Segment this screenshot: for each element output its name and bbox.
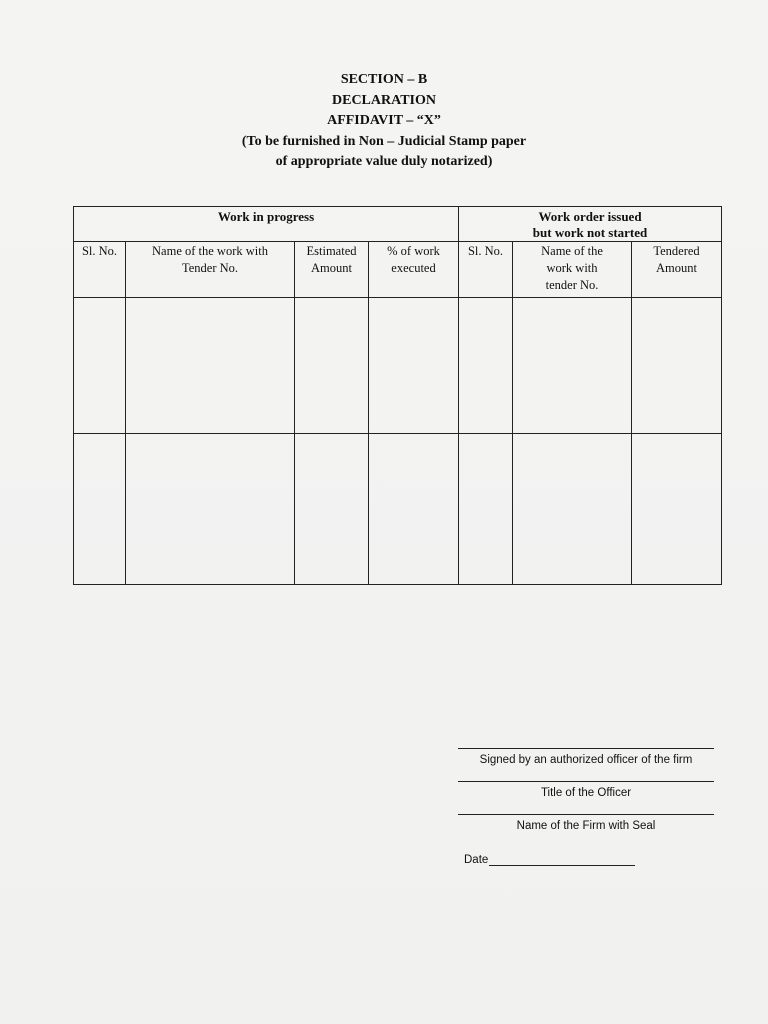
col-percent-executed: % of work executed bbox=[369, 242, 459, 298]
works-table bbox=[73, 206, 722, 585]
table-cell bbox=[126, 298, 295, 434]
firm-seal-line bbox=[458, 814, 714, 847]
declaration-title: DECLARATION bbox=[332, 92, 436, 108]
col-work-name-right: Name of the work with tender No. bbox=[513, 242, 632, 298]
table-cell bbox=[369, 298, 459, 434]
table-cell bbox=[632, 298, 722, 434]
section-title: SECTION – B bbox=[340, 72, 428, 87]
stamp-paper-note-line1: (To be furnished in Non – Judicial Stamp paper bbox=[241, 133, 527, 149]
table-cell bbox=[459, 434, 513, 585]
date-label: Date bbox=[464, 854, 489, 866]
table-row bbox=[74, 298, 722, 434]
work-order-not-started-header: Work order issued but work not started bbox=[459, 207, 722, 242]
table-cell bbox=[632, 434, 722, 585]
affidavit-title: AFFIDAVIT – “X” bbox=[327, 113, 441, 128]
authorized-signature-line bbox=[458, 748, 714, 781]
authorized-signature-label: Signed by an authorized officer of the firm bbox=[479, 754, 693, 766]
col-work-name-left: Name of the work with Tender No. bbox=[126, 242, 295, 298]
date-blank-line bbox=[489, 852, 635, 866]
officer-title-label: Title of the Officer bbox=[540, 787, 632, 799]
table-cell bbox=[513, 298, 632, 434]
table-row bbox=[74, 434, 722, 585]
col-estimated-amount: Estimated Amount bbox=[295, 242, 369, 298]
table-cell bbox=[369, 434, 459, 585]
signature-block bbox=[458, 748, 714, 847]
col-sl-no-left: Sl. No. bbox=[74, 242, 126, 298]
table-cell bbox=[74, 434, 126, 585]
col-tendered-amount: Tendered Amount bbox=[632, 242, 722, 298]
table-cell bbox=[295, 298, 369, 434]
table-cell bbox=[513, 434, 632, 585]
work-in-progress-header: Work in progress bbox=[74, 207, 459, 242]
table-cell bbox=[295, 434, 369, 585]
table-cell bbox=[74, 298, 126, 434]
firm-seal-label: Name of the Firm with Seal bbox=[516, 820, 656, 832]
table-cell bbox=[126, 434, 295, 585]
date-field bbox=[464, 852, 635, 866]
officer-title-line bbox=[458, 781, 714, 814]
document-heading bbox=[0, 70, 768, 173]
table-cell bbox=[459, 298, 513, 434]
col-sl-no-right: Sl. No. bbox=[459, 242, 513, 298]
stamp-paper-note-line2: of appropriate value duly notarized) bbox=[275, 154, 493, 169]
